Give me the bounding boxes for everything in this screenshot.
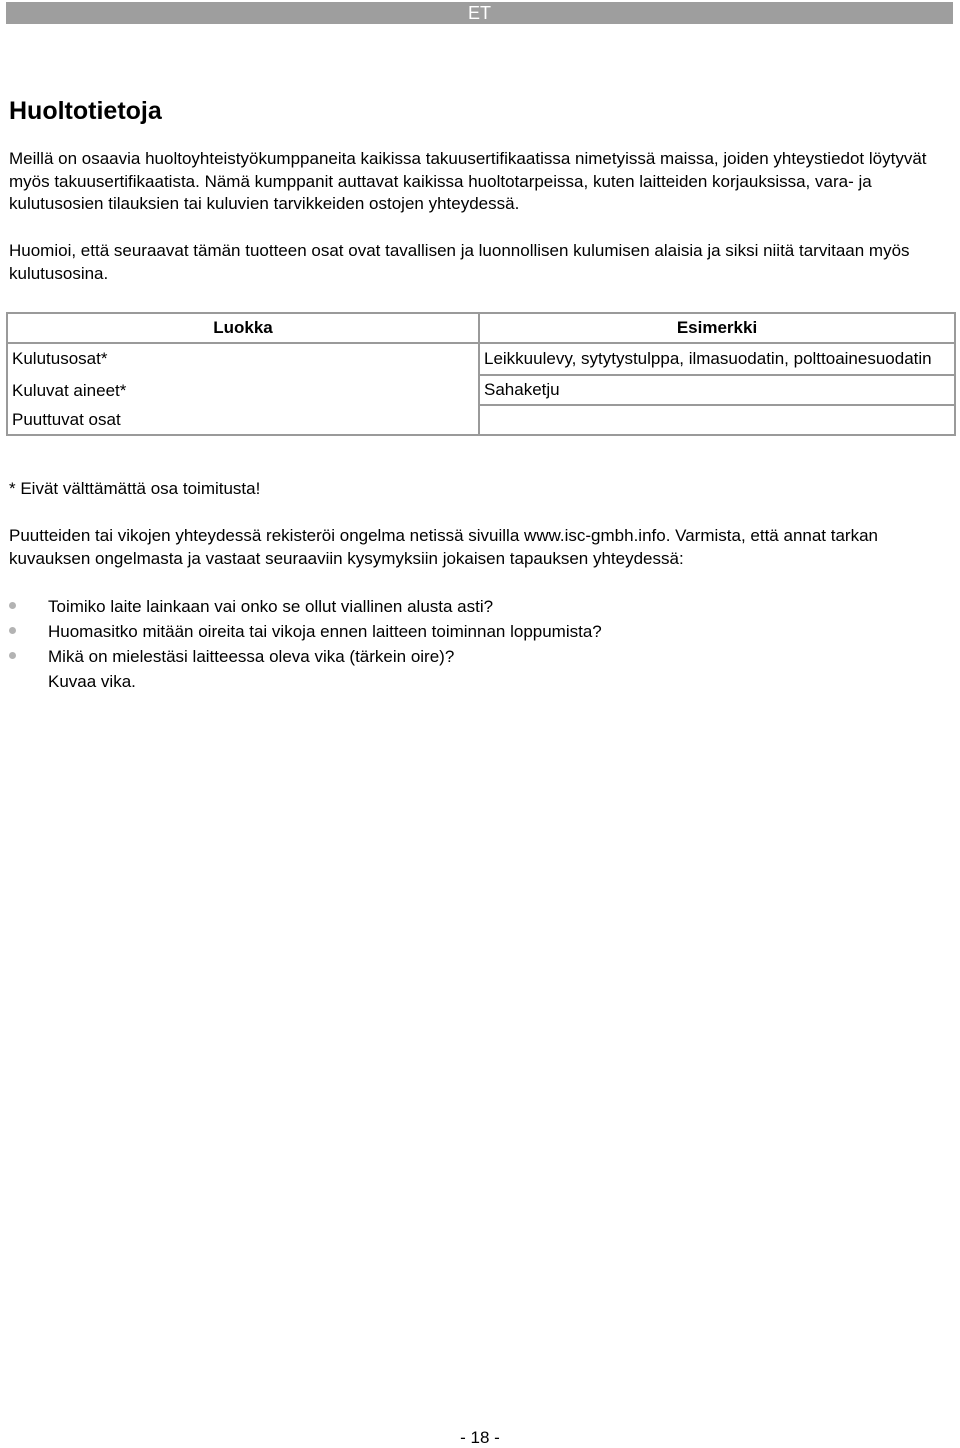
table-cell-example: Leikkuulevy, sytytystulppa, ilmasuodatin, polttoainesuodatin: [480, 344, 954, 376]
table-header-example: Esimerkki: [480, 314, 954, 344]
list-item: [9, 669, 602, 694]
table-cell-category: Kuluvat aineet*: [8, 376, 480, 406]
table-header-row: [8, 314, 954, 344]
table-cell-category: Kulutusosat*: [8, 344, 480, 376]
language-bar: [6, 2, 953, 24]
list-item: [9, 644, 602, 669]
question-list: [9, 594, 602, 694]
wear-parts-paragraph: Huomioi, että seuraavat tämän tuotteen osat ovat tavallisen ja luonnollisen kulumisen alaisia ja siksi niitä tarvitaan myös kulutusosina.: [9, 241, 910, 283]
table-cell-example: [480, 406, 954, 434]
question-text: Kuvaa vika.: [48, 672, 136, 691]
language-code: ET: [467, 3, 491, 23]
question-text: Toimiko laite lainkaan vai onko se ollut viallinen alusta asti?: [48, 597, 494, 616]
table-footnote: * Eivät välttämättä osa toimitusta!: [9, 479, 261, 498]
service-partners-paragraph: Meillä on osaavia huoltoyhteistyökumppaneita kaikissa takuusertifikaatissa nimetyissä maissa, joiden yhteystiedot löytyvät myös takuusertifikaatista. Nämä kumppanit auttavat kaikissa huoltotarpeissa, kuten laitteiden korjauksissa, vara- ja kulutusosien tilauksien tai kuluvien tarvikkeiden ostojen yhteydessä.: [9, 149, 927, 213]
table-cell-example: Sahaketju: [480, 376, 954, 406]
question-text: Mikä on mielestäsi laitteessa oleva vika (tärkein oire)?: [48, 647, 455, 666]
bullet-icon: [9, 652, 16, 659]
bullet-icon: [9, 602, 16, 609]
list-item: [9, 594, 602, 619]
page-number: - 18 -: [460, 1428, 500, 1447]
question-text: Huomasitko mitään oireita tai vikoja ennen laitteen toiminnan loppumista?: [48, 622, 602, 641]
table-row: [8, 376, 954, 406]
bullet-icon: [9, 627, 16, 634]
table-row: [8, 344, 954, 376]
section-title: Huoltotietoja: [9, 97, 162, 125]
list-item: [9, 619, 602, 644]
wear-parts-table: [6, 312, 956, 436]
table-row: [8, 406, 954, 434]
table-header-category: Luokka: [8, 314, 480, 344]
registration-paragraph: Puutteiden tai vikojen yhteydessä rekisteröi ongelma netissä sivuilla www.isc-gmbh.info. Varmista, että annat tarkan kuvauksen ongelmasta ja vastaat seuraaviin kysymyksiin jokaisen tapauksen yhteydessä:: [9, 526, 879, 568]
table-cell-category: Puuttuvat osat: [8, 406, 480, 434]
